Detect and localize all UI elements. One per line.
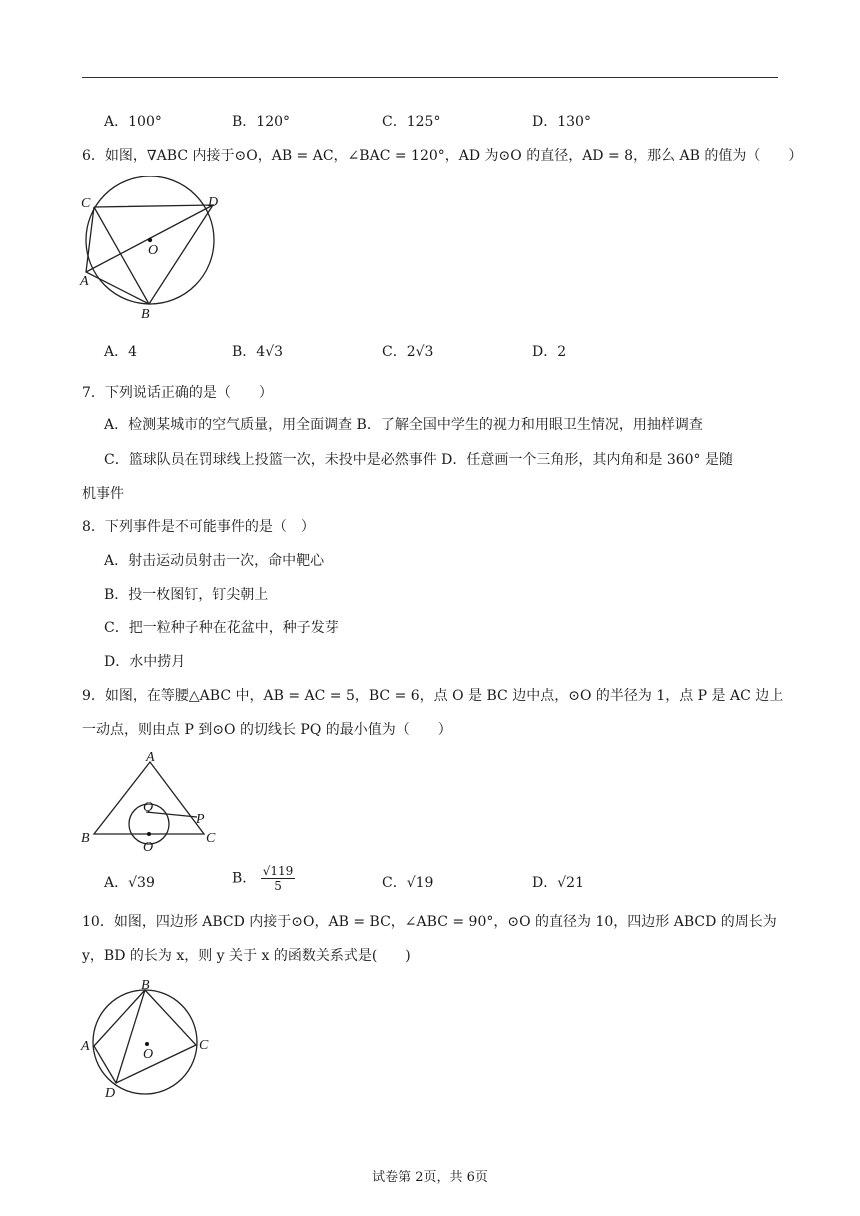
q5-option-c: C．125° bbox=[382, 114, 441, 130]
q6-option-d: D．2 bbox=[532, 344, 567, 360]
q6-option-b: B．4√3 bbox=[232, 344, 284, 360]
q10-label-o: O bbox=[143, 1047, 154, 1062]
q9-label-p: P bbox=[196, 812, 205, 827]
q10-figure bbox=[78, 976, 218, 1101]
q9-stem-line1: 9．如图，在等腰△ABC 中，AB = AC = 5，BC = 6，点 O 是 BC 边中点，⊙O 的半径为 1，点 P 是 AC 边上 bbox=[82, 688, 784, 704]
q5-option-a: A．100° bbox=[104, 114, 162, 130]
q5-option-b: B．120° bbox=[232, 114, 291, 130]
q7-options-line3: 机事件 bbox=[82, 486, 124, 502]
q8-option-d: D．水中捞月 bbox=[104, 654, 186, 670]
q9-option-d: D．√21 bbox=[532, 875, 584, 891]
q9-option-a: A．√39 bbox=[104, 875, 155, 891]
q8-option-a: A．射击运动员射击一次，命中靶心 bbox=[104, 553, 325, 569]
q9-center-dot bbox=[147, 832, 151, 836]
q9-label-c: C bbox=[206, 831, 216, 846]
q10-label-b: B bbox=[141, 978, 150, 993]
q6-label-c: C bbox=[81, 196, 91, 211]
q10-stem-line1: 10．如图，四边形 ABCD 内接于⊙O，AB = BC，∠ABC = 90°，⊙O 的直径为 10，四边形 ABCD 的周长为 bbox=[82, 914, 777, 930]
q7-options-line1: A．检测某城市的空气质量，用全面调查 B．了解全国中学生的视力和用眼卫生情况，用抽样调查 bbox=[104, 417, 703, 433]
q6-label-d: D bbox=[208, 195, 219, 210]
q8-option-b: B．投一枚图钉，钉尖朝上 bbox=[104, 587, 269, 603]
q9-figure bbox=[78, 748, 228, 858]
q6-stem: 6．如图，∇ABC 内接于⊙O，AB = AC，∠BAC = 120°，AD 为⊙O 的直径，AD = 8，那么 AB 的值为（ ） bbox=[82, 148, 803, 164]
q6-option-a: A．4 bbox=[104, 344, 138, 360]
q6-label-b: B bbox=[141, 307, 150, 322]
q10-label-c: C bbox=[199, 1038, 209, 1053]
q9-option-c: C．√19 bbox=[382, 875, 434, 891]
q10-stem-line2: y，BD 的长为 x，则 y 关于 x 的函数关系式是( ) bbox=[82, 948, 411, 964]
q7-stem: 7．下列说话正确的是（ ） bbox=[82, 385, 273, 401]
q7-options-line2: C．篮球队员在罚球线上投篮一次，未投中是必然事件 D．任意画一个三角形，其内角和是 360° 是随 bbox=[104, 452, 734, 468]
q9-label-o: O bbox=[143, 840, 154, 855]
page-footer: 试卷第 2页，共 6页 bbox=[372, 1170, 488, 1185]
q9-option-b: B． $\frac{√119}{5}$ bbox=[232, 864, 294, 893]
q8-option-c: C．把一粒种子种在花盆中，种子发芽 bbox=[104, 620, 339, 636]
q9-label-b: B bbox=[81, 831, 90, 846]
header-rule bbox=[82, 77, 778, 78]
q9-triangle bbox=[94, 762, 204, 834]
q5-option-d: D．130° bbox=[532, 114, 591, 130]
q6-figure bbox=[78, 176, 228, 326]
q6-label-a: A bbox=[80, 274, 89, 289]
q8-stem: 8．下列事件是不可能事件的是（ ） bbox=[82, 519, 315, 535]
q9-stem-line2: 一动点，则由点 P 到⊙O 的切线长 PQ 的最小值为（ ） bbox=[82, 722, 452, 738]
q9-label-a: A bbox=[146, 750, 155, 765]
q10-label-a: A bbox=[81, 1039, 90, 1054]
q10-center-dot bbox=[145, 1042, 149, 1046]
q6-center-dot bbox=[148, 238, 152, 242]
q9-label-q: Q bbox=[143, 800, 154, 815]
q6-label-o: O bbox=[148, 243, 159, 258]
q6-option-c: C．2√3 bbox=[382, 344, 434, 360]
q10-diagonal-bd bbox=[116, 990, 145, 1083]
q9-option-b-fraction: $\frac{√119}{5}$ bbox=[262, 864, 294, 893]
q10-circle bbox=[93, 990, 197, 1094]
q10-label-d: D bbox=[105, 1086, 116, 1101]
